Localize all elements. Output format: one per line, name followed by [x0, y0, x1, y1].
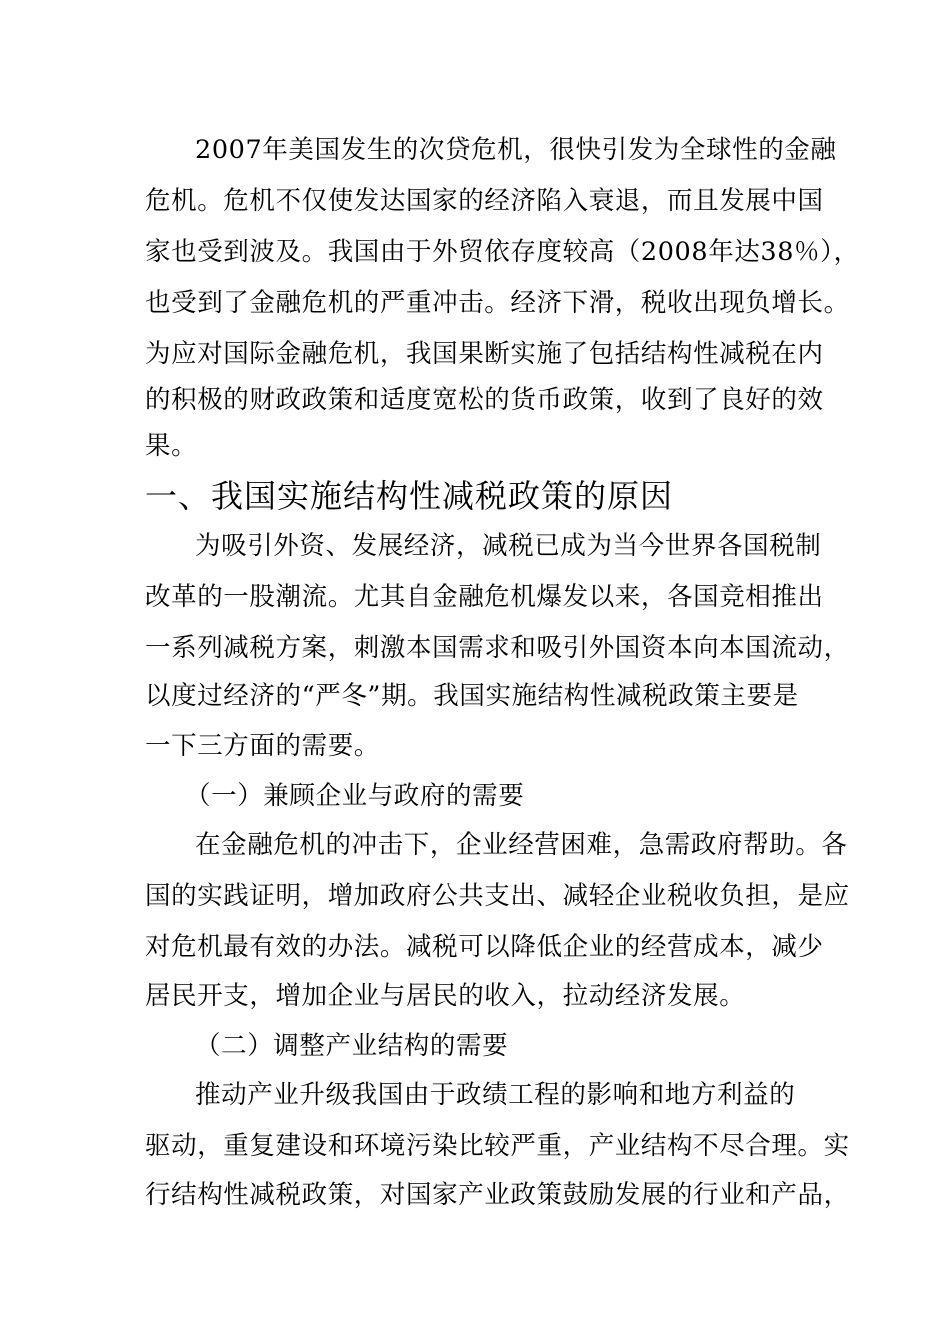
paragraph-line: 一系列减税方案，刺激本国需求和吸引外国资本向本国流动，: [145, 633, 850, 663]
paragraph-line: 一下三方面的需要。: [145, 731, 380, 761]
paragraph-line: 驱动，重复建设和环境污染比较严重，产业结构不尽合理。实: [145, 1131, 850, 1161]
subsection-heading: （一）兼顾企业与政府的需要: [185, 781, 525, 811]
paragraph-line: 为吸引外资、发展经济，减税已成为当今世界各国税制: [195, 531, 822, 561]
paragraph-line: 也受到了金融危机的严重冲击。经济下滑，税收出现负增长。: [145, 288, 850, 318]
paragraph-line: 果。: [145, 431, 198, 461]
paragraph-line: 居民开支，增加企业与居民的收入，拉动经济发展。: [145, 981, 746, 1011]
section-heading: 一、我国实施结构性减税政策的原因: [145, 477, 674, 515]
paragraph-line: 家也受到波及。我国由于外贸依存度较高（2008年达38％），: [145, 237, 860, 267]
paragraph-line: 行结构性减税政策，对国家产业政策鼓励发展的行业和产品，: [145, 1180, 850, 1210]
paragraph-line: 以度过经济的“严冬”期。我国实施结构性减税政策主要是: [145, 681, 799, 711]
paragraph-line: 为应对国际金融危机，我国果断实施了包括结构性减税在内: [145, 339, 824, 369]
paragraph-line: 2007年美国发生的次贷危机，很快引发为全球性的金融: [195, 135, 837, 165]
paragraph-line: 的积极的财政政策和适度宽松的货币政策，收到了良好的效: [145, 385, 824, 415]
paragraph-line: 改革的一股潮流。尤其自金融危机爆发以来，各国竞相推出: [145, 582, 824, 612]
paragraph-line: 国的实践证明，增加政府公共支出、减轻企业税收负担，是应: [145, 881, 850, 911]
paragraph-line: 推动产业升级我国由于政绩工程的影响和地方利益的: [195, 1080, 796, 1110]
paragraph-line: 危机。危机不仅使发达国家的经济陷入衰退，而且发展中国: [145, 186, 824, 216]
paragraph-line: 对危机最有效的办法。减税可以降低企业的经营成本，减少: [145, 932, 824, 962]
subsection-heading: （二）调整产业结构的需要: [195, 1031, 509, 1061]
paragraph-line: 在金融危机的冲击下，企业经营困难，急需政府帮助。各: [195, 830, 848, 860]
